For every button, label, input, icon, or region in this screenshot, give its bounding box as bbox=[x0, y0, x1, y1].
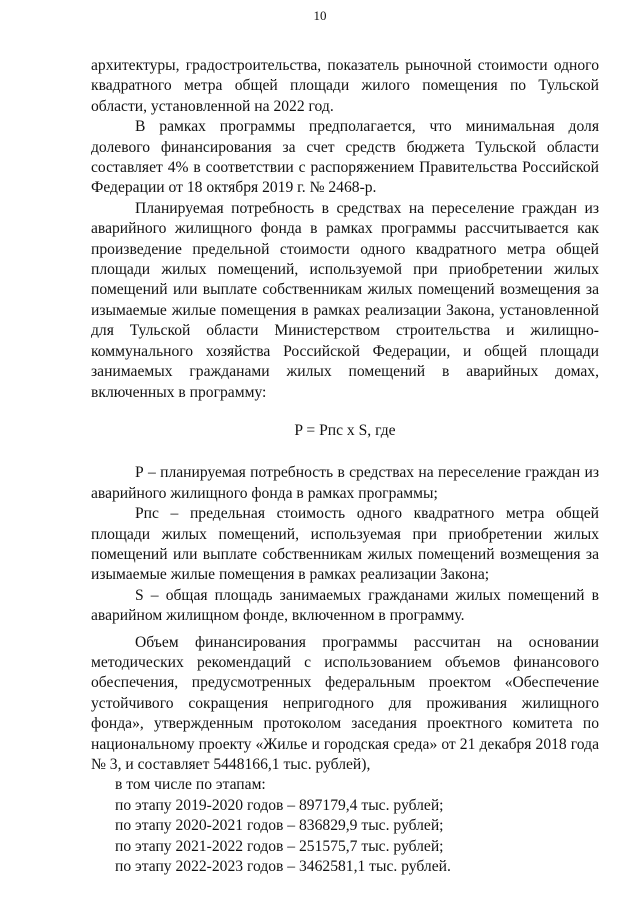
definition-rps: Рпс – предельная стоимость одного квадратного метра общей площади жилых помещений, используемая при приобретении жилых помещений или выплате собственникам жилых помещений возмещения за изымаемые жилые помещения в рамках реализации Закона; bbox=[91, 505, 599, 584]
paragraph-planned-need: Планируемая потребность в средствах на переселение граждан из аварийного жилищного фонда в рамках программы рассчитывается как произведение предельной стоимости одного квадратного метра общей площади жилых помещений, используемой при приобретении жилых помещений или выплате собственникам жилых помещений возмещения за изымаемые жилые помещения в рамках реализации Закона, установленной для Тульской области Министерством строительства и жилищно-коммунального хозяйства Российской Федерации, и общей площади занимаемых гражданами жилых помещений в аварийных домах, включенных в программу: bbox=[91, 199, 599, 401]
formula: P = Pпс x S, где bbox=[294, 421, 396, 439]
stage-item: по этапу 2019-2020 годов – 897179,4 тыс. рублей; bbox=[115, 796, 444, 814]
stage-item: по этапу 2020-2021 годов – 836829,9 тыс. рублей; bbox=[115, 817, 444, 835]
stages-intro: в том числе по этапам: bbox=[115, 776, 266, 794]
paragraph-financing-volume: Объем финансирования программы рассчитан на основании методических рекомендаций с использованием объемов финансового обеспечения, предусмотренных федеральным проектом «Обеспечение устойчивого сокращения непригодного для проживания жилищного фонда», утвержденным протоколом заседания проектного комитета по национальному проекту «Жилье и городская среда» от 21 декабря 2018 года № 3, и составляет 5448166,1 тыс. рублей), bbox=[91, 633, 599, 773]
paragraph-continuation: архитектуры, градостроительства, показатель рыночной стоимости одного квадратного метра общей площади жилого помещения по Тульской области, установленной на 2022 год. bbox=[91, 57, 599, 115]
paragraph-cofinancing: В рамках программы предполагается, что минимальная доля долевого финансирования за счет средств бюджета Тульской области составляет 4% в соответствии с распоряжением Правительства Российской Федерации от 18 октября 2019 г. № 2468-р. bbox=[91, 118, 599, 197]
document-body bbox=[91, 56, 599, 877]
stage-item: по этапу 2022-2023 годов – 3462581,1 тыс. рублей. bbox=[115, 858, 451, 876]
page-number: 10 bbox=[313, 8, 327, 23]
stage-item: по этапу 2021-2022 годов – 251575,7 тыс. рублей; bbox=[115, 837, 444, 855]
definition-p: Р – планируемая потребность в средствах на переселение граждан из аварийного жилищного фонда в рамках программы; bbox=[91, 464, 599, 502]
definition-s: S – общая площадь занимаемых гражданами жилых помещений в аварийном жилищном фонде, включенном в программу. bbox=[91, 586, 599, 625]
